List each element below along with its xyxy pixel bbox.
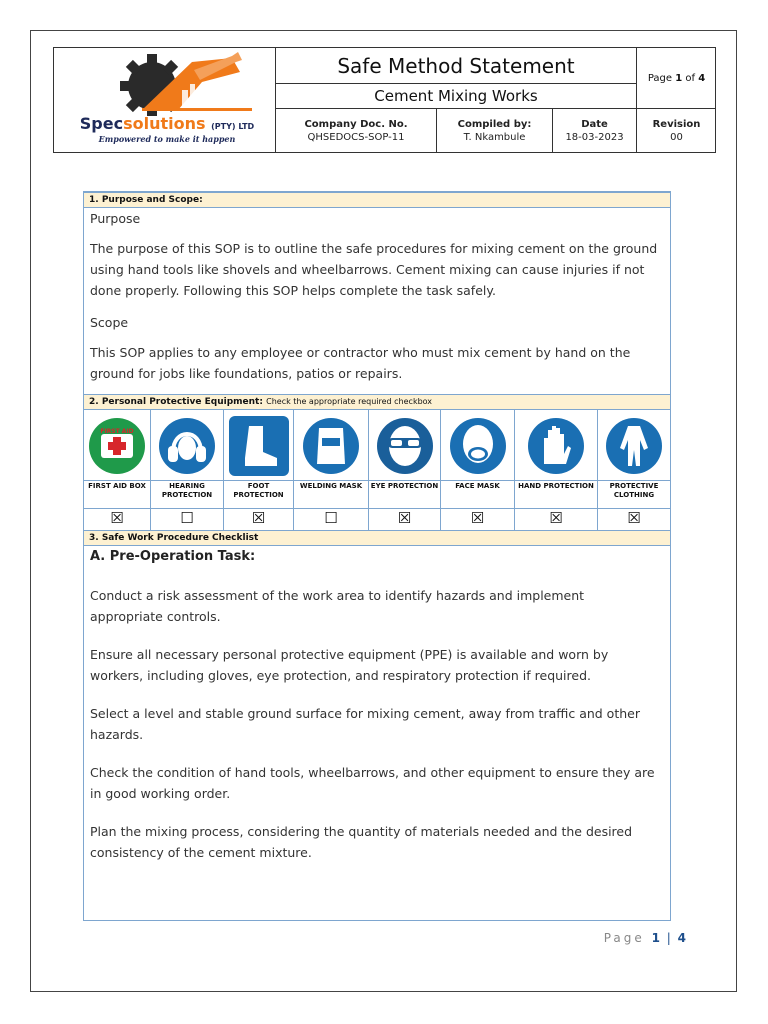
scope-text: This SOP applies to any employee or contractor who must mix cement by hand on the ground for jobs like foundations, patios or repairs.	[90, 345, 631, 381]
pre-operation-heading: A. Pre-Operation Task:	[90, 549, 256, 564]
ppe-item-hearing	[151, 410, 224, 530]
document-header	[53, 47, 716, 153]
ppe-label: EYE PROTECTION	[370, 482, 439, 490]
ppe-label: FOOT PROTECTION	[233, 482, 284, 499]
section-1-heading: 1. Purpose and Scope:	[84, 192, 670, 208]
ppe-label: PROTECTIVE CLOTHING	[609, 482, 659, 499]
ppe-checkbox[interactable]: ☐	[324, 509, 338, 527]
ppe-label: HEARING PROTECTION	[161, 482, 213, 499]
company-logo	[54, 48, 276, 152]
ppe-item-first-aid	[84, 410, 151, 530]
scope-title: Scope	[90, 315, 129, 330]
ppe-label: WELDING MASK	[299, 482, 363, 490]
purpose-text: The purpose of this SOP is to outline the safe procedures for mixing cement on the ground using hand tools like shovels and wheelbarrows. Cement mixing can cause injuries if not done properly. Following this SOP helps complete the task safely.	[90, 241, 658, 298]
ppe-label: FACE MASK	[455, 482, 500, 490]
ppe-item-clothing	[598, 410, 670, 530]
checklist-item: Ensure all necessary personal protective equipment (PPE) is available and worn by workers, including gloves, eye protection, and respiratory protection if required.	[90, 647, 609, 683]
coverall-icon	[602, 414, 666, 478]
svg-text:FIRST AID: FIRST AID	[100, 428, 134, 435]
checklist-item: Plan the mixing process, considering the quantity of materials needed and the desired consistency of the cement mixture.	[90, 824, 633, 860]
section-3-heading: 3. Safe Work Procedure Checklist	[84, 530, 670, 546]
document-subtitle: Cement Mixing Works	[276, 84, 636, 109]
first-aid-icon	[85, 414, 149, 478]
ppe-checkbox[interactable]: ☒	[470, 509, 485, 527]
ppe-item-face-mask	[441, 410, 515, 530]
ppe-label: HAND PROTECTION	[518, 482, 594, 490]
ppe-checkbox[interactable]: ☐	[180, 509, 194, 527]
ppe-table	[84, 410, 670, 530]
ppe-checkbox[interactable]: ☒	[397, 509, 412, 527]
hearing-protection-icon	[155, 414, 219, 478]
checklist-item: Conduct a risk assessment of the work area to identify hazards and implement appropriate controls.	[90, 588, 585, 624]
ppe-checkbox[interactable]: ☒	[549, 509, 563, 527]
meta-date: Date 18-03-2023	[552, 109, 636, 152]
ppe-item-welding	[294, 410, 369, 530]
page-footer: Page 1 | 4	[603, 931, 686, 945]
ppe-checkbox[interactable]: ☒	[251, 509, 266, 527]
content-box	[83, 191, 671, 921]
ppe-item-foot	[224, 410, 294, 530]
meta-doc-no: Company Doc. No. QHSEDOCS-SOP-11	[304, 118, 408, 143]
meta-compiled-by: Compiled by: T. Nkambule	[436, 109, 552, 152]
section-2-heading: 2. Personal Protective Equipment: Check the appropriate required checkbox	[84, 394, 670, 410]
goggles-icon	[373, 414, 437, 478]
face-mask-icon	[446, 414, 510, 478]
ppe-item-eye	[369, 410, 441, 530]
ppe-item-hand	[515, 410, 598, 530]
ppe-label: FIRST AID BOX	[88, 482, 146, 490]
glove-icon	[524, 414, 588, 478]
ppe-checkbox[interactable]: ☒	[627, 509, 641, 527]
meta-revision: Revision 00	[636, 109, 716, 152]
logo-wordmark: Specsolutions (PTY) LTD	[79, 114, 255, 133]
gear-logo-icon	[82, 52, 252, 116]
checklist-item: Check the condition of hand tools, wheelbarrows, and other equipment to ensure they are in good working order.	[90, 765, 655, 801]
boot-icon	[227, 414, 291, 478]
ppe-checkbox[interactable]: ☒	[110, 509, 124, 527]
document-title: Safe Method Statement	[276, 48, 636, 84]
welding-mask-icon	[299, 414, 363, 478]
page-indicator: Page 1 of 4	[636, 48, 716, 109]
purpose-title: Purpose	[90, 211, 141, 226]
checklist-item: Select a level and stable ground surface for mixing cement, away from traffic and other hazards.	[90, 706, 640, 742]
logo-tagline: Empowered to make it happen	[98, 134, 236, 144]
